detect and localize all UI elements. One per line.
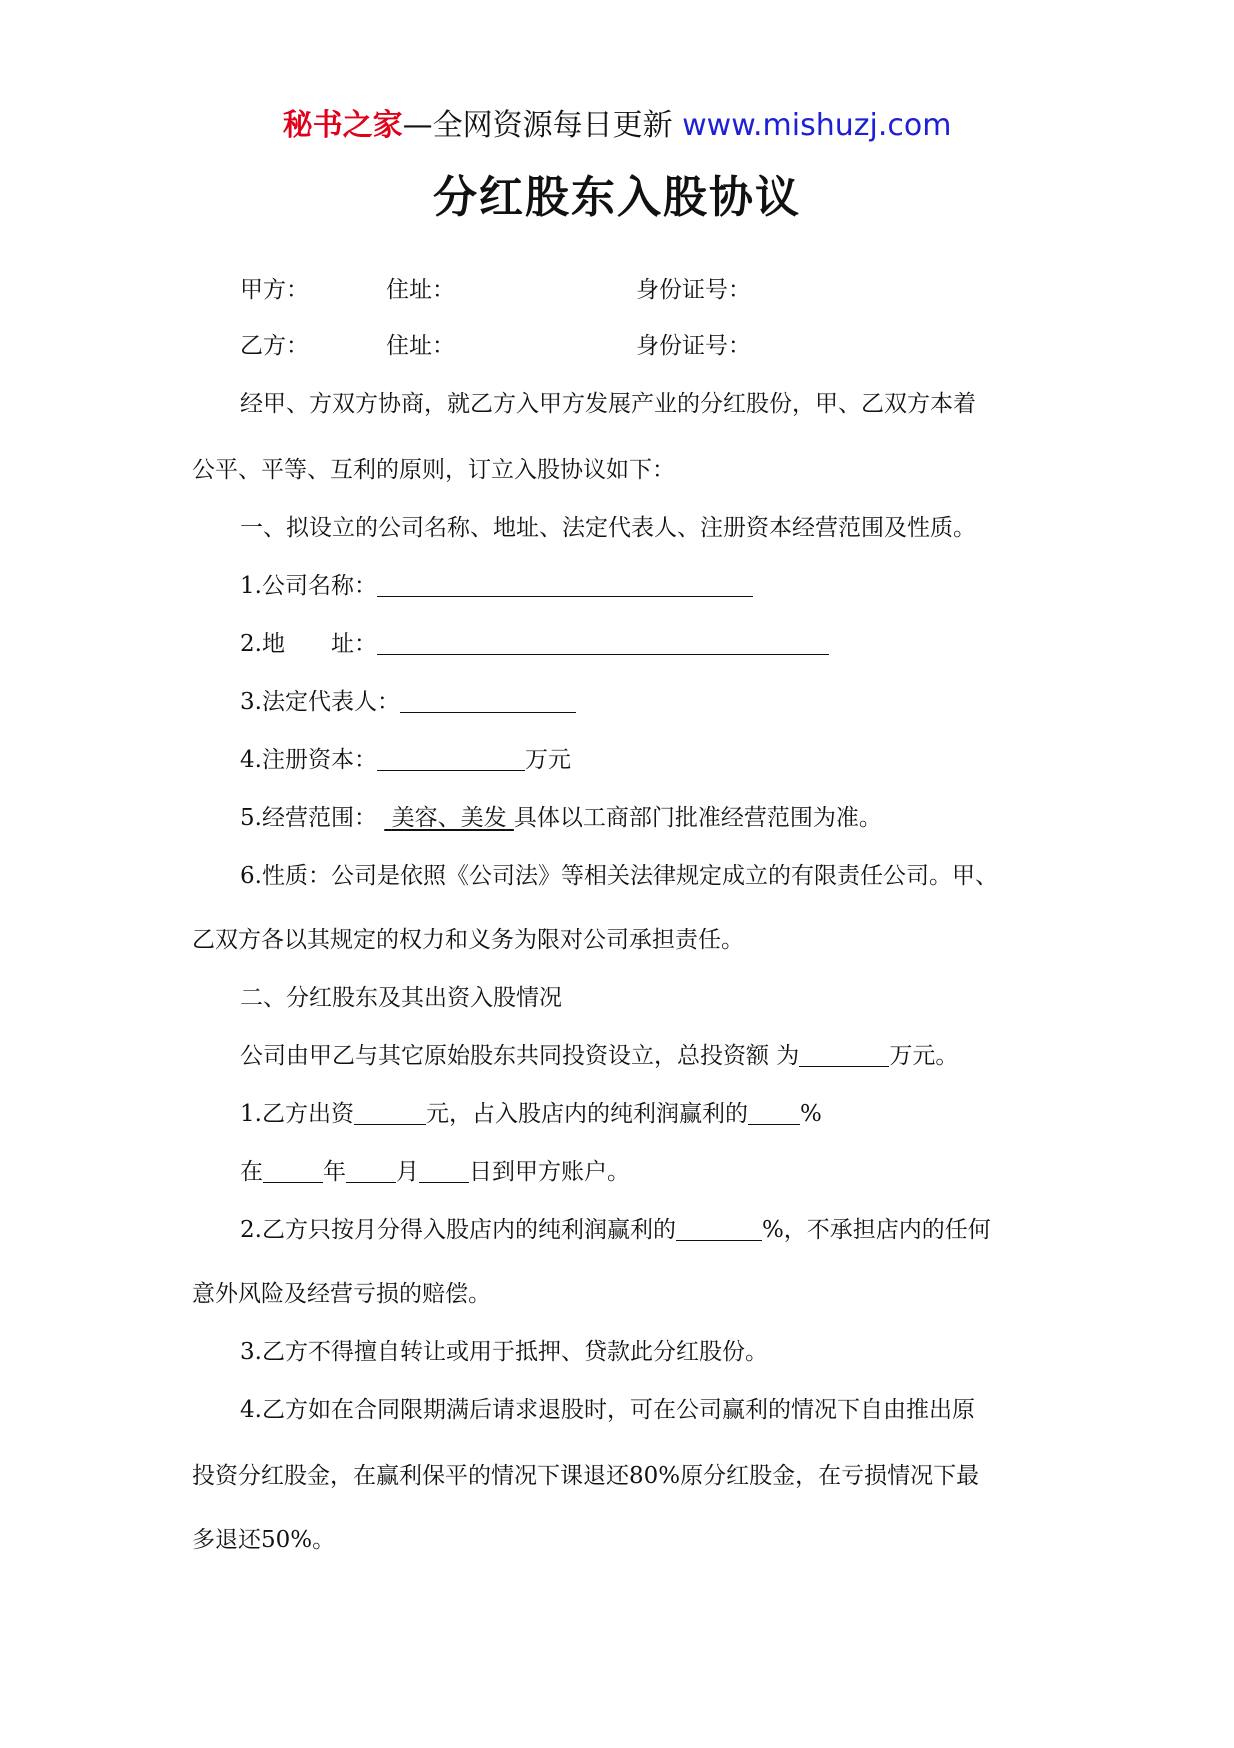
contribution-amount-blank[interactable]: [354, 1100, 426, 1125]
payment-month-blank[interactable]: [346, 1158, 396, 1183]
party-b-id: 身份证号：: [636, 333, 751, 359]
party-b-address: 住址：: [386, 333, 455, 359]
contribution-percent-blank[interactable]: [748, 1100, 800, 1125]
monthly-share-text: 2.乙方只按月分得入股店内的纯利润赢利的: [240, 1217, 676, 1243]
party-b-row: [240, 330, 309, 362]
payment-month-label: 月: [396, 1159, 419, 1185]
withdrawal-line-3: 多退还50%。: [192, 1527, 336, 1553]
total-investment-text: 公司由甲乙与其它原始股东共同投资设立，总投资额 为: [240, 1043, 800, 1069]
company-name-row: [240, 570, 753, 602]
payment-day-blank[interactable]: [419, 1158, 469, 1183]
transfer-clause: 3.乙方不得擅自转让或用于抵押、贷款此分红股份。: [240, 1339, 768, 1365]
capital-unit: 万元: [524, 747, 571, 773]
total-investment-blank[interactable]: [799, 1042, 889, 1067]
payment-year-label: 年: [323, 1159, 346, 1185]
monthly-share-note: %，不承担店内的任何: [761, 1217, 991, 1243]
legal-rep-blank[interactable]: [400, 688, 576, 713]
company-name-blank[interactable]: [377, 572, 753, 597]
party-a-label: 甲方：: [240, 277, 309, 303]
capital-label: 4.注册资本：: [240, 747, 377, 773]
capital-blank[interactable]: [377, 746, 525, 771]
intro-line-2: 公平、平等、互利的原则，订立入股协议如下：: [192, 457, 675, 483]
payment-date-prefix: 在: [240, 1159, 263, 1185]
payment-day-label: 日到甲方账户。: [469, 1159, 630, 1185]
contribution-share-text: 元，占入股店内的纯利润赢利的: [425, 1101, 748, 1127]
company-name-label: 1.公司名称：: [240, 573, 377, 599]
party-a-id: 身份证号：: [636, 277, 751, 303]
site-brand: 秘书之家: [282, 108, 403, 143]
section2-heading: 二、分红股东及其出资入股情况: [240, 985, 562, 1011]
business-scope-row: [240, 802, 882, 834]
withdrawal-line-1: 4.乙方如在合同限期满后请求退股时，可在公司赢利的情况下自由推出原: [240, 1397, 975, 1423]
nature-line-2: 乙双方各以其规定的权力和义务为限对公司承担责任。: [192, 927, 744, 953]
business-scope-note: 具体以工商部门批准经营范围为准。: [513, 805, 882, 831]
contribution-row: [240, 1098, 822, 1130]
payment-date-row: [240, 1156, 630, 1188]
total-investment-row: [240, 1040, 958, 1072]
business-scope-value: 美容、美发: [391, 805, 507, 831]
party-b-label: 乙方：: [240, 333, 309, 359]
contribution-percent-sign: %: [799, 1101, 822, 1127]
party-a-row: [240, 274, 309, 306]
legal-rep-row: [240, 686, 576, 718]
address-label: 2.地 址：: [240, 631, 377, 657]
address-blank[interactable]: [377, 630, 829, 655]
site-header: [0, 104, 1234, 148]
withdrawal-line-2: 投资分红股金，在赢利保平的情况下课退还80%原分红股金，在亏损情况下最: [192, 1463, 980, 1489]
section1-heading: 一、拟设立的公司名称、地址、法定代表人、注册资本经营范围及性质。: [240, 515, 976, 541]
address-row: [240, 628, 829, 660]
intro-line-1: 经甲、方双方协商，就乙方入甲方发展产业的分红股份，甲、乙双方本着: [240, 391, 976, 417]
monthly-share-line-2: 意外风险及经营亏损的赔偿。: [192, 1281, 491, 1307]
capital-row: [240, 744, 571, 776]
legal-rep-label: 3.法定代表人：: [240, 689, 400, 715]
monthly-share-blank[interactable]: [676, 1216, 762, 1241]
nature-line-1: 6.性质：公司是依照《公司法》等相关法律规定成立的有限责任公司。甲、: [240, 863, 998, 889]
site-slogan: —全网资源每日更新: [402, 108, 673, 143]
payment-year-blank[interactable]: [263, 1158, 323, 1183]
total-investment-unit: 万元。: [889, 1043, 959, 1069]
site-url-link[interactable]: www.mishuzj.com: [682, 108, 952, 143]
document-title: 分红股东入股协议: [433, 172, 801, 223]
business-scope-label: 5.经营范围：: [240, 805, 377, 831]
contribution-label: 1.乙方出资: [240, 1101, 354, 1127]
monthly-share-row: [240, 1214, 991, 1246]
party-a-address: 住址：: [386, 277, 455, 303]
